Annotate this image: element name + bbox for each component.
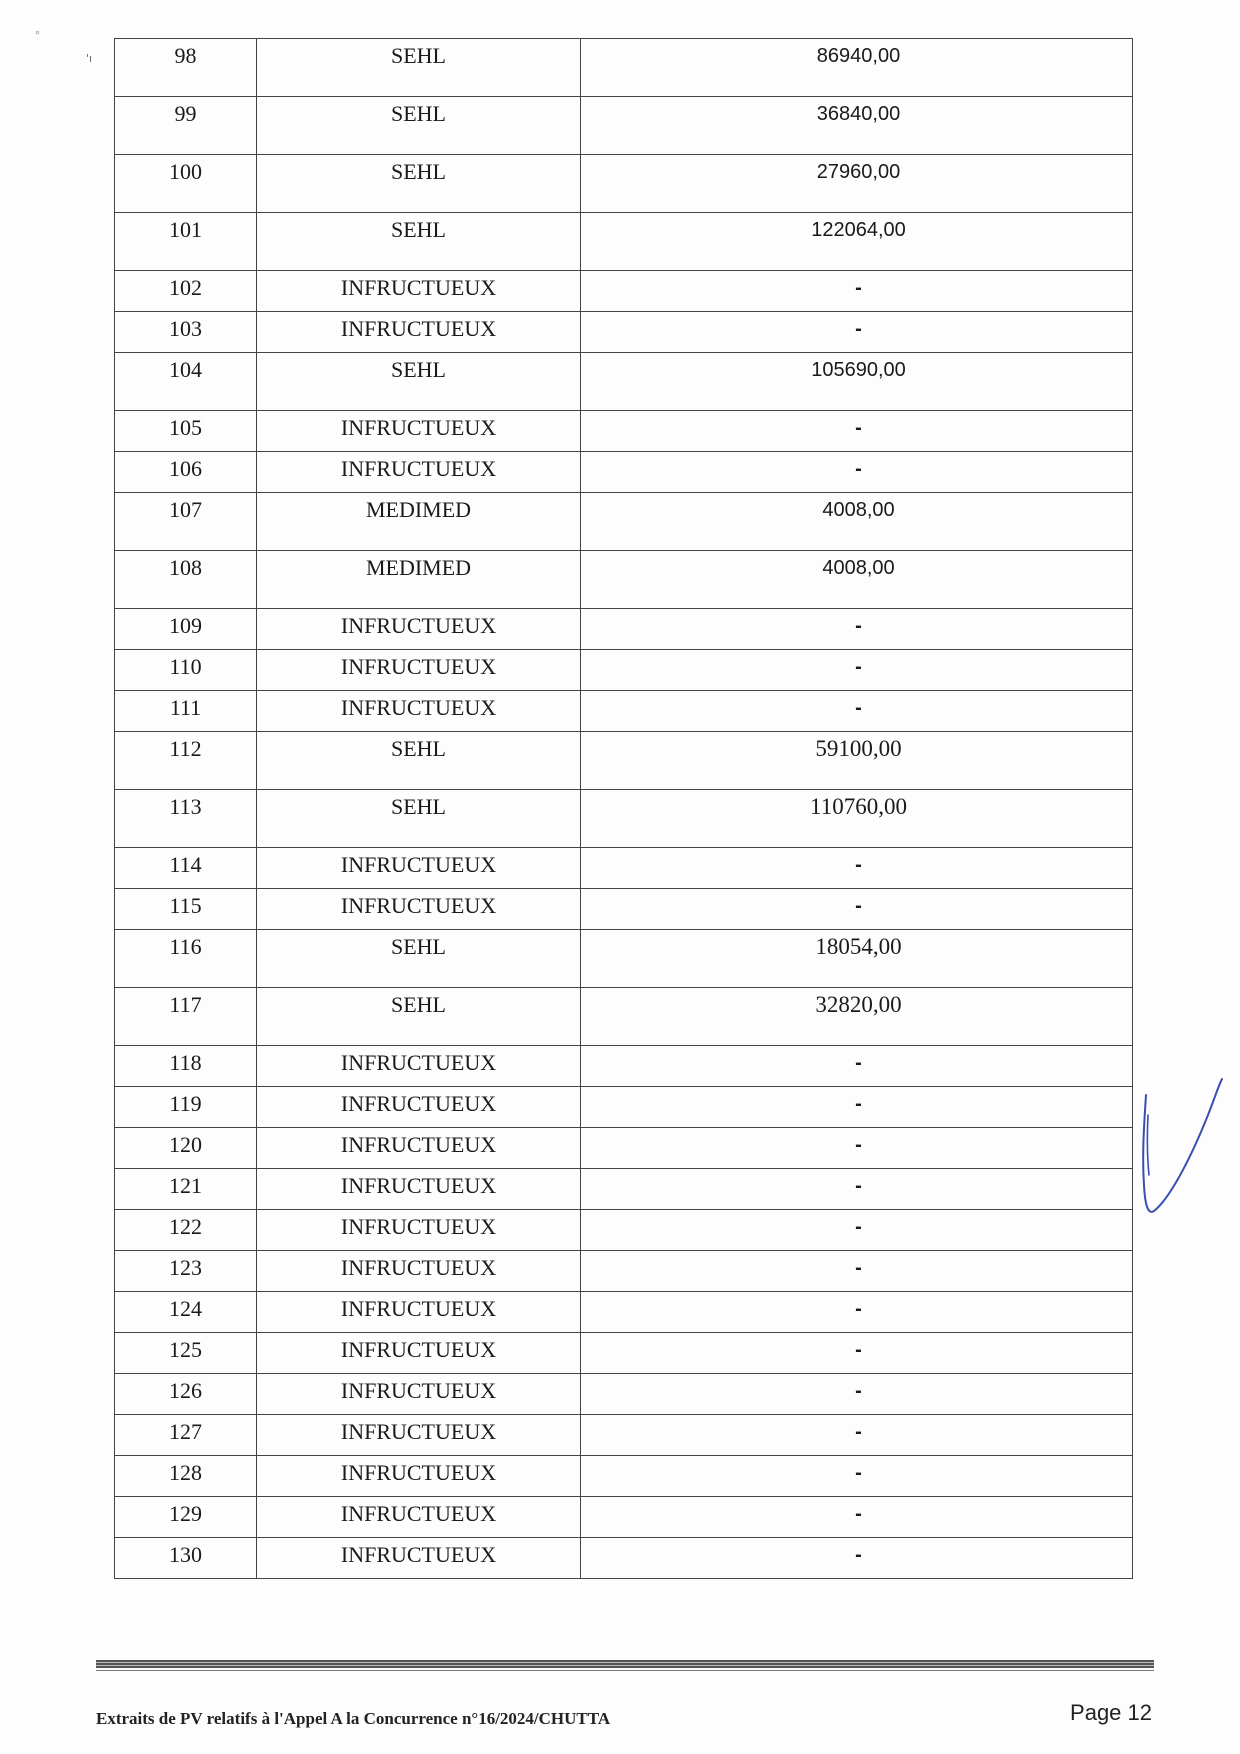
amount-cell bbox=[581, 732, 1133, 790]
supplier-cell bbox=[257, 312, 581, 353]
table-row bbox=[115, 1251, 1133, 1292]
lot-number-cell bbox=[115, 930, 257, 988]
lot-number-cell bbox=[115, 1292, 257, 1333]
lot-number-cell bbox=[115, 1538, 257, 1579]
supplier-name: SEHL bbox=[391, 159, 446, 184]
supplier-cell bbox=[257, 650, 581, 691]
amount-value: 86940,00 bbox=[816, 45, 901, 67]
lot-number: 112 bbox=[169, 736, 202, 761]
table-row bbox=[115, 1374, 1133, 1415]
lot-number-cell bbox=[115, 732, 257, 790]
lot-number: 113 bbox=[169, 794, 202, 819]
amount-cell bbox=[581, 1333, 1133, 1374]
lot-number-cell bbox=[115, 988, 257, 1046]
lot-number: 118 bbox=[169, 1050, 202, 1075]
table-row bbox=[115, 155, 1133, 213]
lot-number: 127 bbox=[169, 1419, 202, 1444]
results-table-body bbox=[115, 39, 1133, 1579]
table-row bbox=[115, 452, 1133, 493]
table-row bbox=[115, 1046, 1133, 1087]
scan-speck: ∘ bbox=[34, 26, 41, 39]
lot-number-cell bbox=[115, 493, 257, 551]
amount-value: 59100,00 bbox=[815, 736, 902, 761]
lot-number: 115 bbox=[169, 893, 202, 918]
table-row bbox=[115, 493, 1133, 551]
table-row bbox=[115, 1210, 1133, 1251]
supplier-name: SEHL bbox=[391, 992, 446, 1017]
table-row bbox=[115, 848, 1133, 889]
table-row bbox=[115, 1497, 1133, 1538]
table-row bbox=[115, 988, 1133, 1046]
amount-cell bbox=[581, 988, 1133, 1046]
lot-number: 111 bbox=[169, 695, 202, 720]
amount-value: - bbox=[855, 1421, 862, 1443]
supplier-cell bbox=[257, 732, 581, 790]
amount-value: - bbox=[855, 417, 862, 439]
lot-number: 102 bbox=[169, 275, 202, 300]
table-row bbox=[115, 609, 1133, 650]
amount-cell bbox=[581, 609, 1133, 650]
supplier-name: INFRUCTUEUX bbox=[340, 1091, 497, 1116]
lot-number-cell bbox=[115, 650, 257, 691]
table-row bbox=[115, 551, 1133, 609]
amount-value: - bbox=[855, 1216, 862, 1238]
table-row bbox=[115, 97, 1133, 155]
lot-number: 108 bbox=[169, 555, 202, 580]
page-number: Page 12 bbox=[1070, 1700, 1152, 1725]
amount-cell bbox=[581, 1169, 1133, 1210]
amount-value: 4008,00 bbox=[822, 557, 895, 579]
amount-value: - bbox=[855, 1380, 862, 1402]
lot-number-cell bbox=[115, 271, 257, 312]
amount-value: - bbox=[855, 615, 862, 637]
supplier-name: SEHL bbox=[391, 357, 446, 382]
supplier-cell bbox=[257, 1128, 581, 1169]
lot-number-cell bbox=[115, 1456, 257, 1497]
amount-cell bbox=[581, 353, 1133, 411]
supplier-cell bbox=[257, 988, 581, 1046]
lot-number: 105 bbox=[169, 415, 202, 440]
supplier-name: INFRUCTUEUX bbox=[340, 893, 497, 918]
footer-rule-thin bbox=[96, 1670, 1154, 1671]
supplier-cell bbox=[257, 1251, 581, 1292]
amount-value: 4008,00 bbox=[822, 499, 895, 521]
footer-title: Extraits de PV relatifs à l'Appel A la Concurrence n°16/2024/CHUTTA bbox=[96, 1709, 611, 1728]
lot-number: 98 bbox=[174, 43, 197, 68]
supplier-name: INFRUCTUEUX bbox=[340, 1296, 497, 1321]
amount-value: - bbox=[855, 1257, 862, 1279]
lot-number: 110 bbox=[169, 654, 202, 679]
lot-number-cell bbox=[115, 889, 257, 930]
supplier-name: INFRUCTUEUX bbox=[340, 1255, 497, 1280]
amount-cell bbox=[581, 889, 1133, 930]
lot-number-cell bbox=[115, 1497, 257, 1538]
amount-value: - bbox=[855, 1339, 862, 1361]
supplier-name: INFRUCTUEUX bbox=[340, 316, 497, 341]
table-row bbox=[115, 411, 1133, 452]
lot-number-cell bbox=[115, 1169, 257, 1210]
lot-number: 106 bbox=[169, 456, 202, 481]
amount-value: - bbox=[855, 1503, 862, 1525]
table-row bbox=[115, 353, 1133, 411]
amount-cell bbox=[581, 848, 1133, 889]
lot-number-cell bbox=[115, 1415, 257, 1456]
amount-cell bbox=[581, 1538, 1133, 1579]
supplier-name: SEHL bbox=[391, 934, 446, 959]
lot-number: 123 bbox=[169, 1255, 202, 1280]
supplier-cell bbox=[257, 411, 581, 452]
lot-number: 104 bbox=[169, 357, 202, 382]
table-row bbox=[115, 1333, 1133, 1374]
table-row bbox=[115, 650, 1133, 691]
lot-number-cell bbox=[115, 1128, 257, 1169]
supplier-name: INFRUCTUEUX bbox=[340, 852, 497, 877]
amount-cell bbox=[581, 650, 1133, 691]
amount-value: - bbox=[855, 318, 862, 340]
amount-cell bbox=[581, 691, 1133, 732]
table-row bbox=[115, 1538, 1133, 1579]
supplier-name: INFRUCTUEUX bbox=[340, 1050, 497, 1075]
amount-cell bbox=[581, 551, 1133, 609]
amount-cell bbox=[581, 1456, 1133, 1497]
supplier-name: INFRUCTUEUX bbox=[340, 1542, 497, 1567]
supplier-cell bbox=[257, 609, 581, 650]
supplier-name: INFRUCTUEUX bbox=[340, 1337, 497, 1362]
lot-number-cell bbox=[115, 609, 257, 650]
results-table-wrap bbox=[114, 38, 1132, 1579]
lot-number-cell bbox=[115, 1087, 257, 1128]
supplier-name: INFRUCTUEUX bbox=[340, 415, 497, 440]
lot-number: 103 bbox=[169, 316, 202, 341]
supplier-name: INFRUCTUEUX bbox=[340, 1460, 497, 1485]
amount-value: - bbox=[855, 1462, 862, 1484]
lot-number: 101 bbox=[169, 217, 202, 242]
lot-number: 99 bbox=[174, 101, 197, 126]
supplier-cell bbox=[257, 1538, 581, 1579]
amount-cell bbox=[581, 213, 1133, 271]
lot-number: 125 bbox=[169, 1337, 202, 1362]
supplier-cell bbox=[257, 271, 581, 312]
supplier-name: SEHL bbox=[391, 43, 446, 68]
amount-cell bbox=[581, 1087, 1133, 1128]
supplier-name: INFRUCTUEUX bbox=[340, 1173, 497, 1198]
amount-cell bbox=[581, 97, 1133, 155]
lot-number-cell bbox=[115, 1374, 257, 1415]
amount-value: - bbox=[855, 895, 862, 917]
lot-number: 119 bbox=[169, 1091, 202, 1116]
table-row bbox=[115, 271, 1133, 312]
table-row bbox=[115, 1169, 1133, 1210]
supplier-cell bbox=[257, 889, 581, 930]
lot-number: 116 bbox=[169, 934, 202, 959]
amount-cell bbox=[581, 790, 1133, 848]
lot-number-cell bbox=[115, 312, 257, 353]
table-row bbox=[115, 790, 1133, 848]
lot-number: 120 bbox=[169, 1132, 202, 1157]
amount-value: 105690,00 bbox=[811, 359, 906, 381]
lot-number-cell bbox=[115, 155, 257, 213]
lot-number: 122 bbox=[169, 1214, 202, 1239]
amount-value: - bbox=[855, 1298, 862, 1320]
amount-value: 110760,00 bbox=[810, 794, 907, 819]
table-row bbox=[115, 1456, 1133, 1497]
lot-number: 129 bbox=[169, 1501, 202, 1526]
amount-value: 32820,00 bbox=[815, 992, 902, 1017]
supplier-name: SEHL bbox=[391, 217, 446, 242]
supplier-cell bbox=[257, 1292, 581, 1333]
amount-value: - bbox=[855, 854, 862, 876]
table-row bbox=[115, 312, 1133, 353]
lot-number: 124 bbox=[169, 1296, 202, 1321]
supplier-name: INFRUCTUEUX bbox=[340, 456, 497, 481]
lot-number-cell bbox=[115, 1046, 257, 1087]
supplier-cell bbox=[257, 1210, 581, 1251]
lot-number-cell bbox=[115, 1333, 257, 1374]
table-row bbox=[115, 39, 1133, 97]
amount-value: 27960,00 bbox=[816, 161, 901, 183]
supplier-cell bbox=[257, 1087, 581, 1128]
amount-value: - bbox=[855, 1093, 862, 1115]
supplier-name: INFRUCTUEUX bbox=[340, 275, 497, 300]
amount-value: 36840,00 bbox=[816, 103, 901, 125]
amount-cell bbox=[581, 39, 1133, 97]
footer-rule bbox=[96, 1660, 1154, 1668]
supplier-cell bbox=[257, 1456, 581, 1497]
supplier-name: SEHL bbox=[391, 101, 446, 126]
scan-speck: 'ı bbox=[86, 52, 93, 65]
table-row bbox=[115, 930, 1133, 988]
lot-number: 117 bbox=[169, 992, 202, 1017]
supplier-cell bbox=[257, 452, 581, 493]
table-row bbox=[115, 1087, 1133, 1128]
supplier-name: INFRUCTUEUX bbox=[340, 1214, 497, 1239]
lot-number-cell bbox=[115, 411, 257, 452]
supplier-name: INFRUCTUEUX bbox=[340, 1501, 497, 1526]
table-row bbox=[115, 1415, 1133, 1456]
amount-value: - bbox=[855, 1052, 862, 1074]
supplier-cell bbox=[257, 39, 581, 97]
supplier-cell bbox=[257, 1046, 581, 1087]
supplier-cell bbox=[257, 1497, 581, 1538]
supplier-cell bbox=[257, 848, 581, 889]
lot-number-cell bbox=[115, 213, 257, 271]
lot-number-cell bbox=[115, 1210, 257, 1251]
supplier-name: SEHL bbox=[391, 794, 446, 819]
amount-value: - bbox=[855, 1134, 862, 1156]
supplier-name: INFRUCTUEUX bbox=[340, 654, 497, 679]
amount-cell bbox=[581, 1210, 1133, 1251]
amount-value: - bbox=[855, 1175, 862, 1197]
amount-value: - bbox=[855, 1544, 862, 1566]
lot-number-cell bbox=[115, 97, 257, 155]
lot-number-cell bbox=[115, 39, 257, 97]
lot-number: 114 bbox=[169, 852, 202, 877]
supplier-cell bbox=[257, 551, 581, 609]
amount-cell bbox=[581, 271, 1133, 312]
lot-number-cell bbox=[115, 1251, 257, 1292]
amount-cell bbox=[581, 411, 1133, 452]
supplier-cell bbox=[257, 790, 581, 848]
supplier-name: MEDIMED bbox=[365, 555, 472, 580]
lot-number-cell bbox=[115, 353, 257, 411]
lot-number: 130 bbox=[169, 1542, 202, 1567]
amount-cell bbox=[581, 452, 1133, 493]
amount-value: 122064,00 bbox=[811, 219, 906, 241]
supplier-name: SEHL bbox=[391, 736, 446, 761]
table-row bbox=[115, 213, 1133, 271]
amount-cell bbox=[581, 1046, 1133, 1087]
lot-number: 121 bbox=[169, 1173, 202, 1198]
lot-number: 128 bbox=[169, 1460, 202, 1485]
signature-icon bbox=[1138, 1075, 1228, 1225]
table-row bbox=[115, 1128, 1133, 1169]
lot-number: 126 bbox=[169, 1378, 202, 1403]
amount-value: - bbox=[855, 656, 862, 678]
supplier-cell bbox=[257, 155, 581, 213]
lot-number: 100 bbox=[169, 159, 202, 184]
results-table bbox=[114, 38, 1133, 1579]
supplier-cell bbox=[257, 493, 581, 551]
amount-cell bbox=[581, 1415, 1133, 1456]
supplier-name: INFRUCTUEUX bbox=[340, 1132, 497, 1157]
table-row bbox=[115, 691, 1133, 732]
amount-value: 18054,00 bbox=[815, 934, 902, 959]
supplier-name: INFRUCTUEUX bbox=[340, 1419, 497, 1444]
supplier-cell bbox=[257, 1333, 581, 1374]
lot-number-cell bbox=[115, 848, 257, 889]
supplier-name: INFRUCTUEUX bbox=[340, 695, 497, 720]
amount-cell bbox=[581, 1292, 1133, 1333]
lot-number: 109 bbox=[169, 613, 202, 638]
amount-cell bbox=[581, 1128, 1133, 1169]
supplier-cell bbox=[257, 213, 581, 271]
table-row bbox=[115, 1292, 1133, 1333]
amount-cell bbox=[581, 930, 1133, 988]
amount-value: - bbox=[855, 697, 862, 719]
lot-number-cell bbox=[115, 551, 257, 609]
table-row bbox=[115, 889, 1133, 930]
supplier-cell bbox=[257, 97, 581, 155]
supplier-name: MEDIMED bbox=[365, 497, 472, 522]
amount-cell bbox=[581, 1251, 1133, 1292]
supplier-cell bbox=[257, 353, 581, 411]
lot-number: 107 bbox=[169, 497, 202, 522]
amount-value: - bbox=[855, 277, 862, 299]
lot-number-cell bbox=[115, 691, 257, 732]
supplier-cell bbox=[257, 691, 581, 732]
lot-number-cell bbox=[115, 452, 257, 493]
supplier-name: INFRUCTUEUX bbox=[340, 1378, 497, 1403]
amount-cell bbox=[581, 155, 1133, 213]
table-row bbox=[115, 732, 1133, 790]
supplier-cell bbox=[257, 1374, 581, 1415]
amount-cell bbox=[581, 493, 1133, 551]
amount-cell bbox=[581, 312, 1133, 353]
supplier-cell bbox=[257, 930, 581, 988]
supplier-name: INFRUCTUEUX bbox=[340, 613, 497, 638]
amount-cell bbox=[581, 1374, 1133, 1415]
amount-value: - bbox=[855, 458, 862, 480]
lot-number-cell bbox=[115, 790, 257, 848]
supplier-cell bbox=[257, 1169, 581, 1210]
amount-cell bbox=[581, 1497, 1133, 1538]
supplier-cell bbox=[257, 1415, 581, 1456]
